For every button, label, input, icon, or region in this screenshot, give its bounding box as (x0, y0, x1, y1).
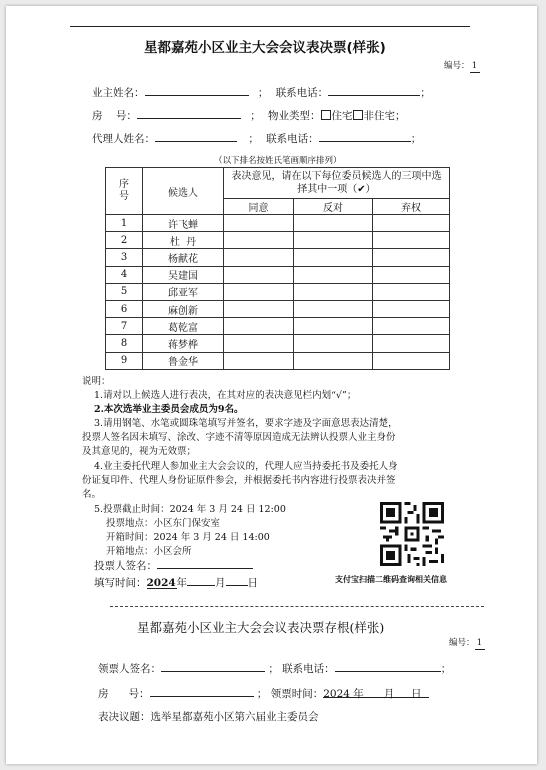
voter-sign-label: 投票人签名： (94, 560, 157, 572)
note-3c: 及其意见的，视为无效票； (82, 446, 197, 457)
qr-caption: 支付宝扫描二维码查询相关信息 (335, 575, 447, 584)
fill-time-row (94, 574, 258, 590)
row-no: 3 (106, 249, 143, 266)
table-row (106, 266, 450, 283)
abstain-cell[interactable] (373, 249, 450, 266)
ballot-title: 星都嘉苑小区业主大会会议表决票(样张) (144, 40, 386, 56)
room-field[interactable] (137, 107, 241, 119)
separator: ； (248, 133, 259, 145)
receive-time-label: 领票时间： (270, 688, 324, 700)
day-unit: 日 (247, 577, 258, 589)
table-row (106, 215, 450, 232)
row-no: 8 (106, 335, 143, 352)
row-candidate: 鲁金华 (143, 352, 224, 369)
topic-value: 选举星都嘉苑小区第六届业主委员会 (150, 711, 319, 723)
receiver-field[interactable] (161, 660, 265, 672)
row-no: 6 (106, 300, 143, 317)
receiver-label: 领票人签名： (98, 663, 161, 675)
separator: ； (440, 663, 452, 675)
owner-name-label: 业主姓名： (92, 87, 145, 99)
phone-field[interactable] (328, 84, 420, 96)
note-5-deadline: 5.投票截止时间：2024 年 3 月 24 日 12:00 (94, 504, 286, 515)
document-page (6, 6, 537, 764)
col-oppose-header: 反对 (294, 199, 373, 215)
abstain-cell[interactable] (373, 318, 450, 335)
nonresidential-checkbox[interactable] (353, 110, 363, 120)
abstain-cell[interactable] (373, 300, 450, 317)
note-1: 1.请对以上候选人进行表决，在其对应的表决意见栏内划“√”； (94, 390, 357, 401)
stub-number-label: 编号： (449, 638, 475, 648)
proxy-row (92, 130, 421, 146)
stub-number-value: 1 (475, 638, 485, 650)
table-row (106, 335, 450, 352)
oppose-cell[interactable] (294, 232, 373, 249)
instruction-header: 表决意见，请在以下每位委员候选人的三项中选择其中一项（✔） (224, 168, 450, 199)
stub-phone-label: 联系电话： (282, 663, 335, 675)
table-row (106, 300, 450, 317)
table-row (106, 249, 450, 266)
separator: ； (268, 663, 279, 675)
stub-room-label: 房 号： (98, 688, 150, 700)
table-row (106, 232, 450, 249)
table-row (106, 283, 450, 300)
stub-phone-field[interactable] (335, 660, 441, 672)
oppose-cell[interactable] (294, 215, 373, 232)
proxy-phone-field[interactable] (319, 130, 411, 142)
col-candidate-header: 候选人 (143, 168, 224, 215)
receive-month-unit: 月 (383, 688, 395, 700)
note-4b: 份证复印件、代理人身份证原件参会，并根据委托书内容进行投票表决并签 (82, 475, 396, 486)
col-seq-header (106, 168, 143, 215)
row-no: 2 (106, 232, 143, 249)
row-candidate: 杨献花 (143, 249, 224, 266)
proxy-name-label: 代理人姓名： (92, 133, 155, 145)
proxy-phone-label: 联系电话： (266, 133, 319, 145)
col-abstain-header: 弃权 (373, 199, 450, 215)
oppose-cell[interactable] (294, 266, 373, 283)
agree-cell[interactable] (224, 318, 294, 335)
agree-cell[interactable] (224, 283, 294, 300)
note-3a: 3.请用钢笔、水笔或圆珠笔填写并签名，要求字迹及字面意思表达清楚， (94, 418, 398, 429)
agree-cell[interactable] (224, 249, 294, 266)
voter-sign-field[interactable] (157, 557, 253, 569)
stub-topic-row (98, 709, 319, 724)
row-no: 9 (106, 352, 143, 369)
stub-receiver-row (98, 660, 451, 676)
stub-room-field[interactable] (150, 685, 254, 697)
fill-month-field[interactable] (187, 574, 215, 586)
cut-line (110, 606, 484, 607)
note-2: 2.本次选举业主委员会成员为9名。 (94, 404, 244, 415)
oppose-cell[interactable] (294, 300, 373, 317)
ballot-number-label: 编号： (444, 61, 470, 71)
room-row (92, 107, 406, 123)
table-caption: （以下排名按姓氏笔画顺序排列） (214, 156, 342, 166)
topic-label: 表决议题： (98, 711, 151, 723)
fill-day-field[interactable] (226, 574, 248, 586)
col-seq-text: 序号 (119, 179, 129, 202)
abstain-cell[interactable] (373, 335, 450, 352)
note-4c: 名。 (82, 489, 102, 500)
row-no: 7 (106, 318, 143, 335)
residential-checkbox[interactable] (321, 110, 331, 120)
row-no: 5 (106, 283, 143, 300)
voter-sign-row (94, 557, 253, 573)
oppose-cell[interactable] (294, 352, 373, 369)
row-no: 1 (106, 215, 143, 232)
separator: ； (256, 688, 268, 700)
row-candidate: 蒋梦桦 (143, 335, 224, 352)
agree-cell[interactable] (224, 232, 294, 249)
row-candidate: 杜 丹 (143, 232, 224, 249)
oppose-cell[interactable] (294, 318, 373, 335)
owner-name-row (92, 84, 431, 100)
abstain-cell[interactable] (373, 266, 450, 283)
separator: ； (250, 110, 261, 122)
month-unit: 月 (215, 577, 226, 589)
separator: ； (395, 110, 406, 122)
oppose-cell[interactable] (294, 249, 373, 266)
receive-year: 2024 年 (323, 688, 364, 700)
proxy-name-field[interactable] (155, 130, 237, 142)
oppose-cell[interactable] (294, 283, 373, 300)
ballot-number-value: 1 (470, 61, 480, 73)
abstain-cell[interactable] (373, 232, 450, 249)
row-candidate: 葛乾富 (143, 318, 224, 335)
note-5-open-place: 开箱地点：小区会所 (106, 546, 192, 557)
agree-cell[interactable] (224, 215, 294, 232)
receive-time-field[interactable] (323, 686, 429, 698)
stub-number (449, 636, 485, 650)
abstain-cell[interactable] (373, 215, 450, 232)
row-candidate: 吴建国 (143, 266, 224, 283)
residential-label: 住宅 (331, 110, 353, 122)
note-3b: 投票人签名因未填写、涂改、字迹不清等原因造成无法辨认投票人业主身份 (82, 432, 396, 443)
abstain-cell[interactable] (373, 283, 450, 300)
col-agree-header: 同意 (224, 199, 294, 215)
separator: ； (420, 87, 431, 99)
oppose-cell[interactable] (294, 335, 373, 352)
row-no: 4 (106, 266, 143, 283)
abstain-cell[interactable] (373, 352, 450, 369)
room-label: 房 号： (92, 110, 137, 122)
table-row (106, 352, 450, 369)
phone-label: 联系电话： (275, 87, 329, 99)
stub-room-row (98, 685, 429, 701)
agree-cell[interactable] (224, 352, 294, 369)
vote-table (105, 167, 450, 370)
fill-time-label: 填写时间： (94, 577, 147, 589)
row-candidate: 邱亚军 (143, 283, 224, 300)
note-5-location: 投票地点：小区东门保安室 (106, 518, 221, 529)
agree-cell[interactable] (224, 300, 294, 317)
note-4a: 4.业主委托代理人参加业主大会会议的，代理人应当持委托书及委托人身 (94, 461, 398, 472)
stub-title: 星都嘉苑小区业主大会会议表决票存根(样张) (137, 620, 385, 635)
notes-heading: 说明： (82, 376, 111, 387)
table-row (106, 318, 450, 335)
row-candidate: 麻创新 (143, 300, 224, 317)
receive-day-unit: 日 (411, 688, 422, 700)
property-type-label: 物业类型： (268, 110, 321, 122)
ballot-number (444, 59, 480, 73)
top-rule (70, 26, 470, 27)
qr-code-icon (380, 502, 444, 566)
fill-year: 2024 (146, 577, 176, 589)
separator: ； (410, 133, 422, 145)
agree-cell[interactable] (224, 335, 294, 352)
row-candidate: 许飞蝉 (143, 215, 224, 232)
nonresidential-label: 非住宅 (363, 110, 396, 122)
year-unit: 年 (176, 577, 187, 589)
separator: ； (257, 87, 269, 99)
agree-cell[interactable] (224, 266, 294, 283)
owner-name-field[interactable] (145, 84, 249, 96)
note-5-open-time: 开箱时间：2024 年 3 月 24 日 14:00 (106, 532, 270, 543)
